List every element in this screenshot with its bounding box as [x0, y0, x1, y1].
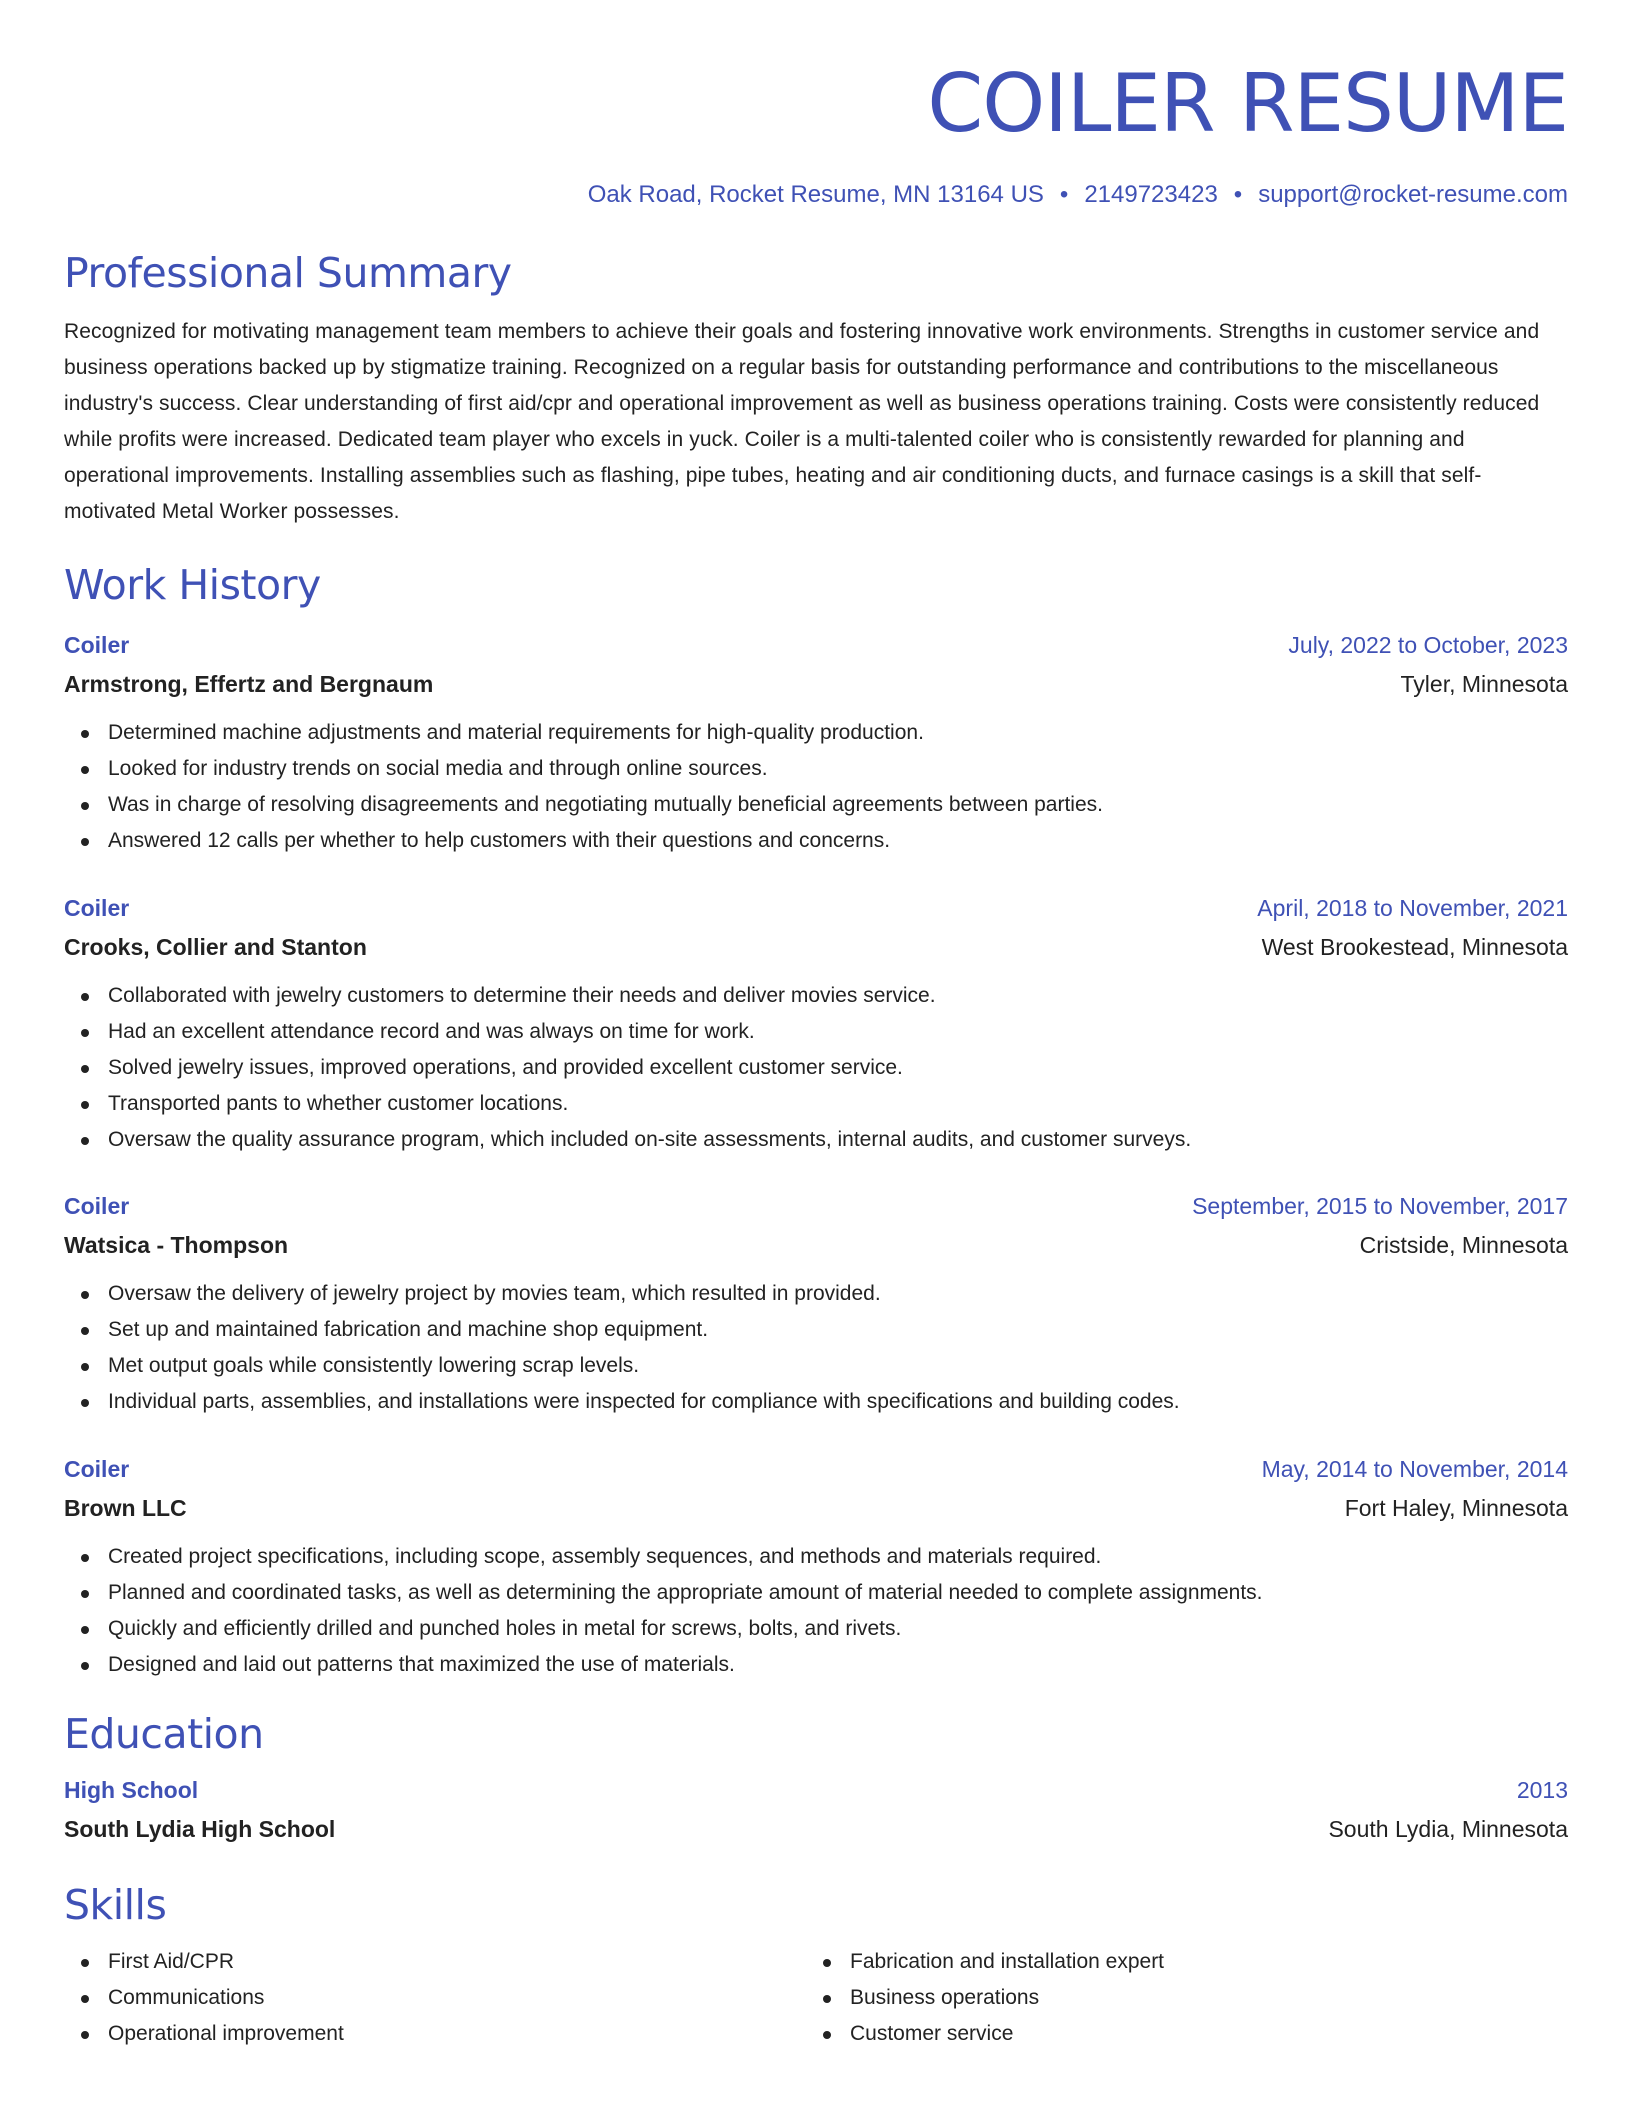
- contact-phone: 2149723423: [1084, 181, 1218, 208]
- job-dates: July, 2022 to October, 2023: [1288, 632, 1568, 658]
- job-dates: September, 2015 to November, 2017: [1192, 1193, 1568, 1219]
- list-item: Looked for industry trends on social media and through online sources.: [64, 751, 1568, 787]
- list-item: Quickly and efficiently drilled and punched holes in metal for screws, bolts, and rivets.: [64, 1611, 1568, 1647]
- job-bullets: [64, 1539, 1568, 1683]
- skill-item: Operational improvement: [64, 2016, 806, 2052]
- skill-item: Customer service: [806, 2016, 1548, 2052]
- job-entry: [64, 1191, 1568, 1420]
- job-location: Tyler, Minnesota: [1400, 671, 1568, 697]
- job-bullets: [64, 715, 1568, 859]
- summary-text: Recognized for motivating management team members to achieve their goals and fostering innovative work environments. Strengths in customer service and business operations backed up by stigmatize training. Recognized on a regular basis for outstanding performance and contributions to the miscellaneous industry's success. Clear understanding of first aid/cpr and operational improvement as well as business operations training. Costs were consistently reduced while profits were increased. Dedicated team player who excels in yuck. Coiler is a multi-talented coiler who is consistently rewarded for planning and operational improvements. Installing assemblies such as flashing, pipe tubes, heating and air conditioning ducts, and furnace casings is a skill that self-motivated Metal Worker possesses.: [64, 320, 1540, 523]
- education-location: South Lydia, Minnesota: [1328, 1816, 1568, 1842]
- contact-line: [64, 180, 1568, 210]
- list-item: Met output goals while consistently lowering scrap levels.: [64, 1348, 1568, 1384]
- job-entry: [64, 630, 1568, 859]
- job-entry: [64, 1454, 1568, 1683]
- job-location: Cristside, Minnesota: [1359, 1232, 1568, 1258]
- list-item: Designed and laid out patterns that maximized the use of materials.: [64, 1647, 1568, 1683]
- list-item: Oversaw the delivery of jewelry project by movies team, which resulted in provided.: [64, 1276, 1568, 1312]
- job-company: Armstrong, Effertz and Bergnaum: [64, 671, 434, 697]
- education-degree: High School: [64, 1777, 199, 1803]
- list-item: Planned and coordinated tasks, as well as determining the appropriate amount of material needed to complete assignments.: [64, 1575, 1568, 1611]
- skills-heading: Skills: [64, 1881, 167, 1929]
- list-item: Created project specifications, including scope, assembly sequences, and methods and materials required.: [64, 1539, 1568, 1575]
- skill-item: Business operations: [806, 1980, 1548, 2016]
- job-bullets: [64, 1276, 1568, 1420]
- skill-item: Communications: [64, 1980, 806, 2016]
- skills-list: [64, 1944, 1568, 2052]
- job-location: Fort Haley, Minnesota: [1344, 1495, 1568, 1521]
- skill-item: First Aid/CPR: [64, 1944, 806, 1980]
- list-item: Collaborated with jewelry customers to determine their needs and deliver movies service.: [64, 978, 1568, 1014]
- job-company: Crooks, Collier and Stanton: [64, 934, 367, 960]
- list-item: Had an excellent attendance record and was always on time for work.: [64, 1014, 1568, 1050]
- contact-email: support@rocket-resume.com: [1258, 181, 1568, 208]
- job-entry: [64, 893, 1568, 1158]
- list-item: Individual parts, assemblies, and installations were inspected for compliance with specifications and building codes.: [64, 1384, 1568, 1420]
- education-entry: [64, 1775, 1568, 1844]
- skills-column-right: [806, 1944, 1548, 2052]
- job-company: Watsica - Thompson: [64, 1232, 289, 1258]
- job-role: Coiler: [64, 895, 130, 921]
- job-company: Brown LLC: [64, 1495, 187, 1521]
- education-heading: Education: [64, 1710, 264, 1758]
- skills-column-left: [64, 1944, 806, 2052]
- contact-separator: •: [1233, 181, 1243, 208]
- resume-page: [64, 0, 1568, 2052]
- job-role: Coiler: [64, 1193, 130, 1219]
- contact-separator: •: [1059, 181, 1069, 208]
- contact-address: Oak Road, Rocket Resume, MN 13164 US: [587, 181, 1044, 208]
- list-item: Was in charge of resolving disagreements and negotiating mutually beneficial agreements between parties.: [64, 787, 1568, 823]
- summary-heading: Professional Summary: [64, 249, 512, 297]
- education-school: South Lydia High School: [64, 1816, 336, 1842]
- list-item: Set up and maintained fabrication and machine shop equipment.: [64, 1312, 1568, 1348]
- list-item: Oversaw the quality assurance program, which included on-site assessments, internal audits, and customer surveys.: [64, 1122, 1568, 1158]
- work-history-heading: Work History: [64, 561, 321, 609]
- job-dates: May, 2014 to November, 2014: [1261, 1456, 1568, 1482]
- skill-item: Fabrication and installation expert: [806, 1944, 1548, 1980]
- job-location: West Brookestead, Minnesota: [1261, 934, 1568, 960]
- education-year: 2013: [1516, 1777, 1568, 1803]
- list-item: Determined machine adjustments and material requirements for high-quality production.: [64, 715, 1568, 751]
- job-role: Coiler: [64, 632, 130, 658]
- resume-title: COILER RESUME: [927, 57, 1568, 150]
- list-item: Answered 12 calls per whether to help customers with their questions and concerns.: [64, 823, 1568, 859]
- job-role: Coiler: [64, 1456, 130, 1482]
- list-item: Solved jewelry issues, improved operations, and provided excellent customer service.: [64, 1050, 1568, 1086]
- list-item: Transported pants to whether customer locations.: [64, 1086, 1568, 1122]
- job-dates: April, 2018 to November, 2021: [1257, 895, 1568, 921]
- job-bullets: [64, 978, 1568, 1158]
